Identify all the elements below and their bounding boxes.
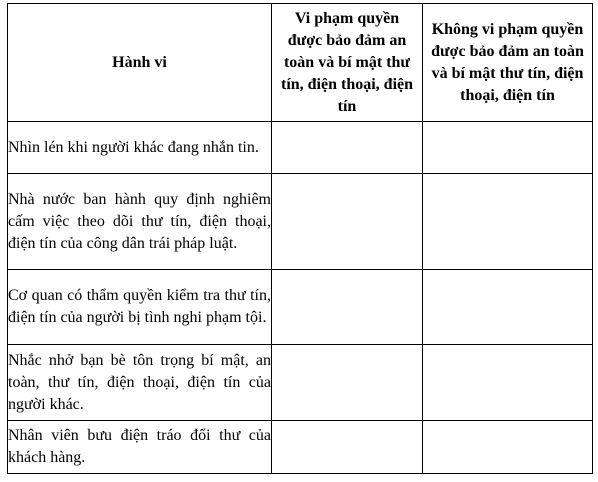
behaviour-cell: Nhà nước ban hành quy định nghiêm cấm việc theo dõi thư tín, điện thoại, điện tín của công dân trái pháp luật. [8, 174, 272, 270]
table-row [8, 174, 593, 270]
behaviour-classification-table [7, 3, 593, 474]
violates-cell[interactable] [272, 122, 423, 174]
not-violates-cell[interactable] [423, 174, 593, 270]
table-row [8, 421, 593, 474]
violates-cell[interactable] [272, 174, 423, 270]
table-header-row [8, 4, 593, 122]
violates-cell[interactable] [272, 345, 423, 421]
behaviour-cell: Cơ quan có thẩm quyền kiểm tra thư tín, điện tín của người bị tình nghi phạm tội. [8, 270, 272, 345]
behaviour-cell: Nhìn lén khi người khác đang nhắn tin. [8, 122, 272, 174]
table-row [8, 345, 593, 421]
table-row [8, 270, 593, 345]
not-violates-cell[interactable] [423, 270, 593, 345]
header-violates: Vi phạm quyền được bảo đảm an toàn và bí mật thư tín, điện thoại, điện tín [272, 4, 423, 122]
behaviour-cell: Nhân viên bưu điện tráo đổi thư của khách hàng. [8, 421, 272, 474]
header-not-violates: Không vi phạm quyền được bảo đảm an toàn và bí mật thư tín, điện thoại, điện tín [423, 4, 593, 122]
violates-cell[interactable] [272, 270, 423, 345]
header-behaviour: Hành vi [8, 4, 272, 122]
not-violates-cell[interactable] [423, 345, 593, 421]
not-violates-cell[interactable] [423, 122, 593, 174]
violates-cell[interactable] [272, 421, 423, 474]
behaviour-cell: Nhắc nhở bạn bè tôn trọng bí mật, an toàn, thư tín, điện thoại, điện tín của người khác. [8, 345, 272, 421]
table-row [8, 122, 593, 174]
not-violates-cell[interactable] [423, 421, 593, 474]
